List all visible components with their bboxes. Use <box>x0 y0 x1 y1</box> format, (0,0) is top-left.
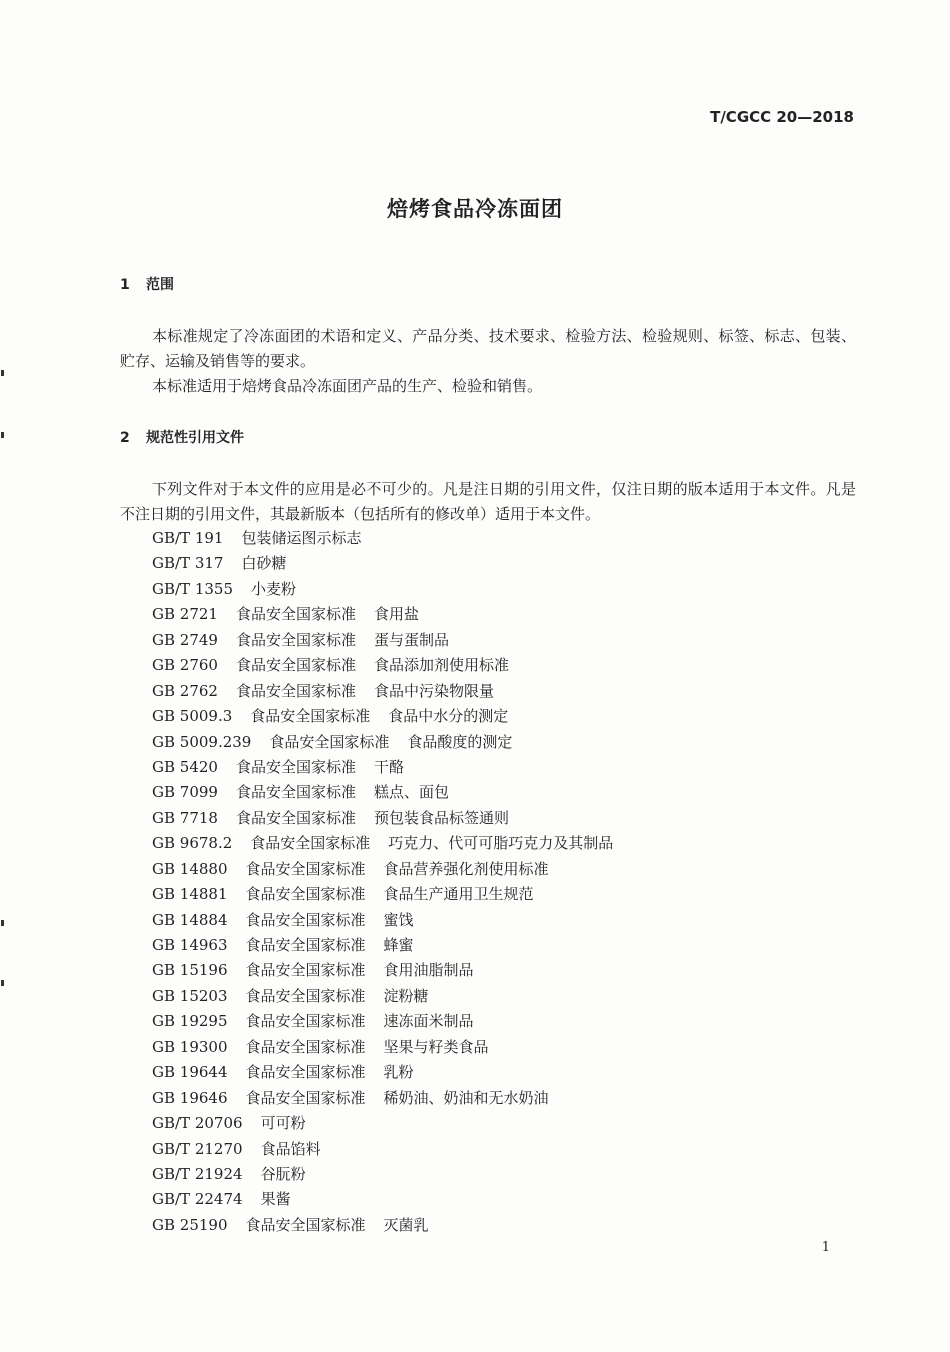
reference-code: GB/T 1355 <box>152 579 234 598</box>
reference-series: 食品安全国家标准 <box>245 859 366 878</box>
reference-series: 食品安全国家标准 <box>235 681 356 700</box>
reference-code: GB 14884 <box>152 910 228 929</box>
reference-item <box>152 551 613 576</box>
reference-item <box>152 857 613 882</box>
reference-item <box>152 882 613 907</box>
reference-code: GB 15203 <box>152 986 228 1005</box>
reference-title: 食品生产通用卫生规范 <box>383 885 534 904</box>
reference-code: GB 14880 <box>152 859 228 878</box>
reference-series: 食品安全国家标准 <box>245 936 366 954</box>
reference-code: GB/T 191 <box>152 529 224 547</box>
reference-code: GB 19300 <box>152 1037 228 1056</box>
document-title: 焙烤食品冷冻面团 <box>387 197 563 221</box>
reference-title: 干酪 <box>373 757 404 776</box>
reference-code: GB 19644 <box>152 1063 228 1082</box>
reference-series: 食品安全国家标准 <box>250 834 371 853</box>
section-title: 范围 <box>146 277 174 293</box>
scope-paragraph-1: 本标准规定了冷冻面团的术语和定义、产品分类、技术要求、检验方法、检验规则、标签、标志、包装、贮存、运输及销售等的要求。 <box>120 327 856 370</box>
reference-item <box>152 628 613 653</box>
reference-item <box>152 577 613 602</box>
reference-series: 食品安全国家标准 <box>269 732 390 751</box>
reference-item <box>152 602 613 627</box>
reference-item <box>152 704 613 729</box>
reference-title: 蜂蜜 <box>383 936 414 954</box>
reference-item <box>152 1035 613 1060</box>
reference-title: 乳粉 <box>383 1063 414 1082</box>
reference-title: 坚果与籽类食品 <box>383 1037 489 1056</box>
reference-code: GB/T 22474 <box>152 1190 243 1209</box>
scan-mark <box>1 432 4 438</box>
reference-title: 果酱 <box>260 1190 291 1209</box>
section-heading-scope <box>120 274 174 294</box>
reference-item <box>152 1060 613 1085</box>
reference-code: GB/T 20706 <box>152 1114 243 1133</box>
reference-code: GB 9678.2 <box>152 834 233 853</box>
section-number: 2 <box>120 430 130 446</box>
reference-series: 食品安全国家标准 <box>245 986 366 1005</box>
reference-item <box>152 958 613 983</box>
reference-title: 食品中污染物限量 <box>373 681 494 700</box>
reference-title: 食品营养强化剂使用标准 <box>383 859 549 878</box>
reference-item <box>152 1009 613 1034</box>
reference-list <box>152 526 613 1238</box>
reference-code: GB/T 21924 <box>152 1164 243 1183</box>
reference-series: 食品安全国家标准 <box>235 808 356 827</box>
reference-series: 食品安全国家标准 <box>235 605 356 624</box>
reference-item <box>152 806 613 831</box>
reference-series: 食品安全国家标准 <box>235 630 356 649</box>
reference-item <box>152 755 613 780</box>
reference-title: 蛋与蛋制品 <box>373 630 449 649</box>
reference-title: 食品添加剂使用标准 <box>373 656 509 675</box>
reference-item <box>152 780 613 805</box>
reference-title: 食品中水分的测定 <box>388 707 509 726</box>
reference-series: 食品安全国家标准 <box>245 1063 366 1082</box>
reference-item <box>152 1162 613 1187</box>
scan-mark <box>1 370 4 376</box>
reference-code: GB/T 21270 <box>152 1139 243 1158</box>
reference-title: 食用油脂制品 <box>383 961 474 980</box>
references-intro: 下列文件对于本文件的应用是必不可少的。凡是注日期的引用文件，仅注日期的版本适用于本文件。凡是不注日期的引用文件，其最新版本（包括所有的修改单）适用于本文件。 <box>120 480 856 523</box>
reference-item <box>152 1086 613 1111</box>
reference-code: GB 19295 <box>152 1012 228 1031</box>
reference-series: 食品安全国家标准 <box>245 1088 366 1107</box>
reference-code: GB 15196 <box>152 961 228 980</box>
reference-series: 食品安全国家标准 <box>245 885 366 904</box>
reference-title: 灭菌乳 <box>383 1215 429 1234</box>
scan-mark <box>1 920 4 926</box>
reference-series: 食品安全国家标准 <box>245 1215 366 1234</box>
reference-title: 小麦粉 <box>251 579 297 598</box>
reference-item <box>152 653 613 678</box>
section-title: 规范性引用文件 <box>146 430 244 446</box>
reference-item <box>152 1187 613 1212</box>
reference-series: 食品安全国家标准 <box>235 656 356 675</box>
reference-title: 巧克力、代可可脂巧克力及其制品 <box>388 834 614 853</box>
reference-code: GB 7718 <box>152 808 218 827</box>
reference-title: 稀奶油、奶油和无水奶油 <box>383 1088 549 1107</box>
reference-code: GB 14881 <box>152 885 228 904</box>
reference-title: 速冻面米制品 <box>383 1012 474 1031</box>
reference-title: 食品酸度的测定 <box>407 732 513 751</box>
reference-item <box>152 679 613 704</box>
scope-paragraph-2: 本标准适用于焙烤食品冷冻面团产品的生产、检验和销售。 <box>152 377 543 395</box>
reference-code: GB 2721 <box>152 605 218 624</box>
reference-item <box>152 1137 613 1162</box>
section-heading-references <box>120 427 244 447</box>
reference-code: GB 14963 <box>152 936 228 954</box>
reference-code: GB 5009.3 <box>152 707 233 726</box>
reference-item <box>152 984 613 1009</box>
reference-code: GB 25190 <box>152 1215 228 1234</box>
reference-item <box>152 1213 613 1238</box>
reference-series: 食品安全国家标准 <box>245 1012 366 1031</box>
page-number: 1 <box>821 1240 830 1255</box>
reference-code: GB/T 317 <box>152 554 224 573</box>
reference-title: 包装储运图示标志 <box>241 529 362 547</box>
reference-code: GB 7099 <box>152 783 218 802</box>
reference-title: 白砂糖 <box>241 554 287 573</box>
standard-code: T/CGCC 20—2018 <box>710 108 854 126</box>
reference-item <box>152 730 613 755</box>
reference-title: 预包装食品标签通则 <box>373 808 509 827</box>
reference-code: GB 5009.239 <box>152 732 252 751</box>
reference-title: 食用盐 <box>373 605 419 624</box>
reference-code: GB 2762 <box>152 681 218 700</box>
reference-title: 蜜饯 <box>383 910 414 929</box>
reference-series: 食品安全国家标准 <box>250 707 371 726</box>
reference-item <box>152 526 613 551</box>
reference-series: 食品安全国家标准 <box>235 783 356 802</box>
scan-mark <box>1 980 4 986</box>
reference-item <box>152 831 613 856</box>
reference-item <box>152 933 613 958</box>
reference-code: GB 5420 <box>152 757 218 776</box>
reference-code: GB 19646 <box>152 1088 228 1107</box>
reference-title: 谷朊粉 <box>260 1164 306 1183</box>
reference-title: 糕点、面包 <box>373 783 449 802</box>
reference-series: 食品安全国家标准 <box>235 757 356 776</box>
reference-item <box>152 908 613 933</box>
reference-code: GB 2749 <box>152 630 218 649</box>
reference-series: 食品安全国家标准 <box>245 1037 366 1056</box>
reference-title: 可可粉 <box>260 1114 306 1133</box>
reference-series: 食品安全国家标准 <box>245 961 366 980</box>
reference-title: 食品馅料 <box>260 1139 321 1158</box>
reference-title: 淀粉糖 <box>383 986 429 1005</box>
section-number: 1 <box>120 277 130 293</box>
reference-code: GB 2760 <box>152 656 218 675</box>
reference-item <box>152 1111 613 1136</box>
reference-series: 食品安全国家标准 <box>245 910 366 929</box>
